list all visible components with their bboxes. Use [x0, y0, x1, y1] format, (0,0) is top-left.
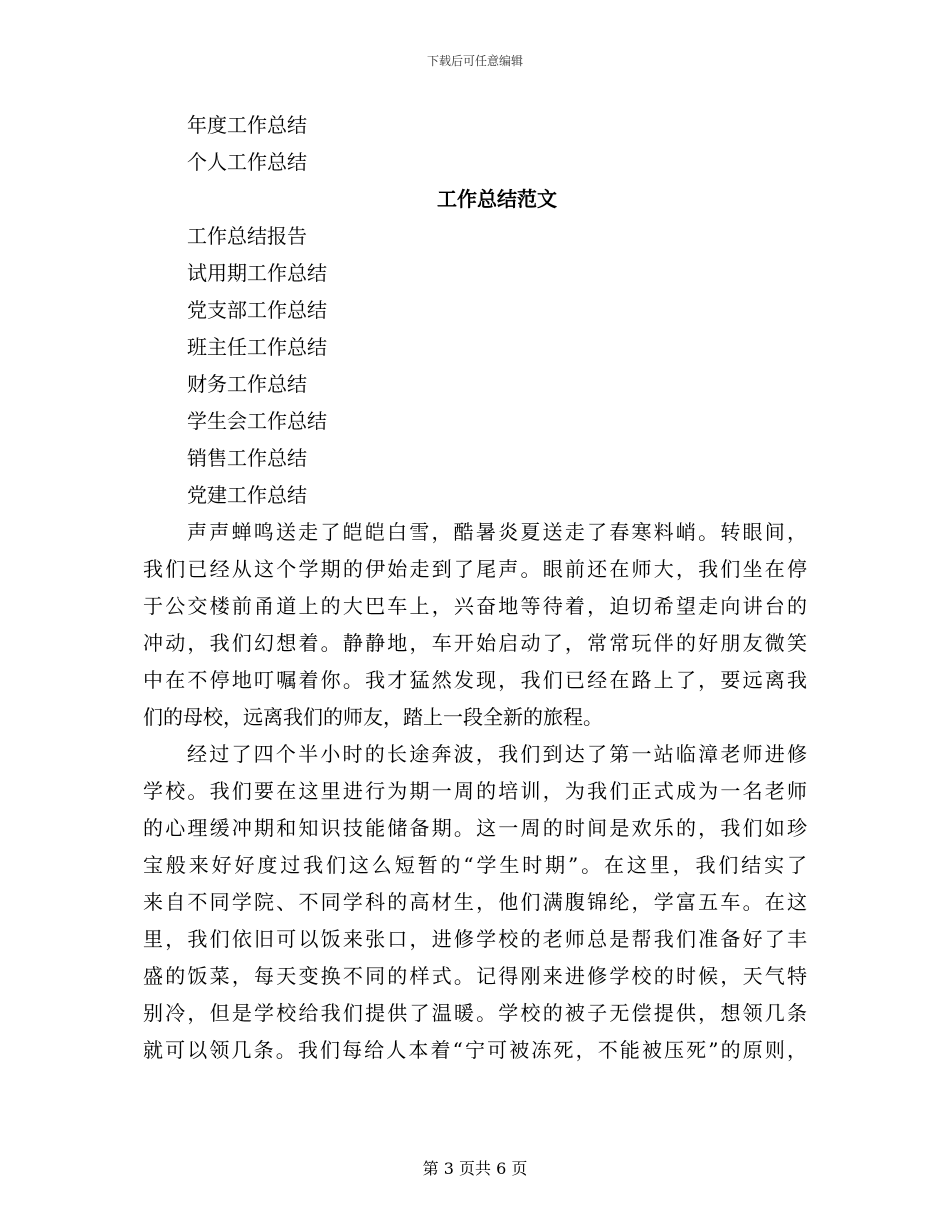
link-finance-summary[interactable]: 财务工作总结 — [187, 372, 307, 396]
paragraph-line: 别冷，但是学校给我们提供了温暖。学校的被子无偿提供，想领几条 — [143, 1001, 807, 1025]
paragraph-line: 冲动，我们幻想着。静静地，车开始启动了，常常玩伴的好朋友微笑 — [143, 631, 807, 655]
link-student-union-summary[interactable]: 学生会工作总结 — [187, 409, 327, 433]
page-header: 下载后可任意编辑 — [426, 54, 523, 68]
link-party-building-summary[interactable]: 党建工作总结 — [187, 483, 307, 507]
paragraph-line: 于公交楼前甬道上的大巴车上，兴奋地等待着，迫切希望走向讲台的 — [143, 594, 807, 618]
link-personal-summary[interactable]: 个人工作总结 — [187, 150, 307, 174]
link-probation-summary[interactable]: 试用期工作总结 — [187, 261, 327, 285]
link-summary-report[interactable]: 工作总结报告 — [187, 224, 307, 248]
page-number: 第 3 页共 6 页 — [422, 1159, 528, 1178]
paragraph-line: 们的母校，远离我们的师友，踏上一段全新的旅程。 — [143, 705, 603, 729]
paragraph-line: 盛的饭菜，每天变换不同的样式。记得刚来进修学校的时候，天气特 — [143, 964, 807, 988]
paragraph-line: 经过了四个半小时的长途奔波，我们到达了第一站临漳老师进修 — [187, 742, 807, 766]
link-annual-summary[interactable]: 年度工作总结 — [187, 113, 307, 137]
paragraph-2 — [143, 736, 807, 1069]
paragraph-line: 中在不停地叮嘱着你。我才猛然发现，我们已经在路上了，要远离我 — [143, 668, 807, 692]
link-head-teacher-summary[interactable]: 班主任工作总结 — [187, 335, 327, 359]
paragraph-line: 宝般来好好度过我们这么短暂的“学生时期”。在这里，我们结实了 — [143, 853, 807, 877]
link-sales-summary[interactable]: 销售工作总结 — [187, 446, 307, 470]
link-party-branch-summary[interactable]: 党支部工作总结 — [187, 298, 327, 322]
paragraph-line: 我们已经从这个学期的伊始走到了尾声。眼前还在师大，我们坐在停 — [143, 557, 807, 581]
paragraph-line: 来自不同学院、不同学科的高材生，他们满腹锦纶，学富五车。在这 — [143, 890, 807, 914]
paragraph-line: 的心理缓冲期和知识技能储备期。这一周的时间是欢乐的，我们如珍 — [143, 816, 807, 840]
document-title: 工作总结范文 — [437, 187, 557, 211]
paragraph-1 — [143, 514, 807, 736]
document-body — [143, 107, 807, 1069]
paragraph-line: 就可以领几条。我们每给人本着“宁可被冻死，不能被压死”的原则， — [143, 1038, 807, 1062]
paragraph-line: 里，我们依旧可以饭来张口，进修学校的老师总是帮我们准备好了丰 — [143, 927, 807, 951]
paragraph-line: 学校。我们要在这里进行为期一周的培训，为我们正式成为一名老师 — [143, 779, 807, 803]
paragraph-line: 声声蝉鸣送走了皑皑白雪，酷暑炎夏送走了春寒料峭。转眼间， — [187, 520, 807, 544]
